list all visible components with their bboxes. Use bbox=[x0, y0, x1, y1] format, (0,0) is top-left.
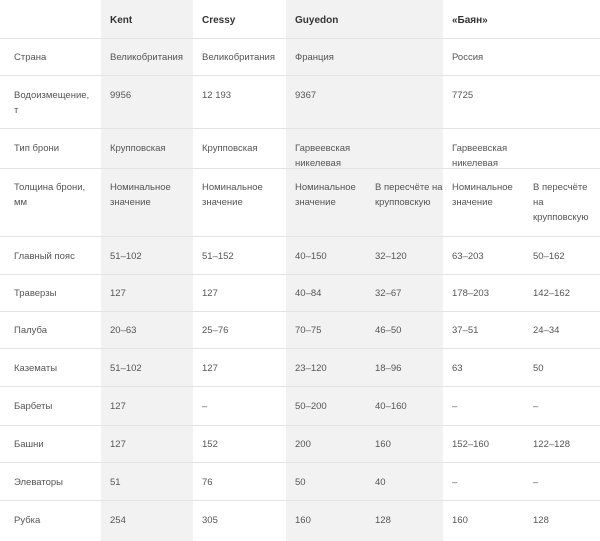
table-cell: 51–152 bbox=[202, 251, 234, 262]
table-cell: – bbox=[202, 401, 208, 412]
table-cell: 127 bbox=[202, 363, 218, 374]
table-cell: Номинальное значение bbox=[452, 182, 513, 208]
table-cell: 70–75 bbox=[295, 325, 322, 336]
row-label: Рубка bbox=[14, 515, 41, 526]
row-label: Башни bbox=[14, 439, 44, 450]
table-cell: – bbox=[533, 401, 539, 412]
row-divider bbox=[0, 311, 600, 312]
table-cell: 50 bbox=[533, 363, 544, 374]
table-cell: 127 bbox=[202, 288, 218, 299]
row-label: Толщина брони, мм bbox=[14, 182, 86, 208]
row-divider bbox=[0, 386, 600, 387]
table-cell: 51–102 bbox=[110, 363, 142, 374]
table-cell: Номинальное значение bbox=[202, 182, 263, 208]
table-cell: – bbox=[533, 477, 539, 488]
table-cell: 51–102 bbox=[110, 251, 142, 262]
table-cell: Номинальное значение bbox=[295, 182, 356, 208]
table-cell: 254 bbox=[110, 515, 126, 526]
table-cell: 40 bbox=[375, 477, 386, 488]
table-cell: Франция bbox=[295, 52, 334, 63]
table-cell: 25–76 bbox=[202, 325, 229, 336]
table-cell: 127 bbox=[110, 401, 126, 412]
table-cell: 37–51 bbox=[452, 325, 479, 336]
table-cell: 152–160 bbox=[452, 439, 489, 450]
row-label: Тип брони bbox=[14, 143, 60, 154]
table-cell: 32–67 bbox=[375, 288, 402, 299]
table-cell: Крупповская bbox=[202, 143, 258, 154]
table-cell: 128 bbox=[375, 515, 391, 526]
row-divider bbox=[0, 462, 600, 463]
table-cell: 63 bbox=[452, 363, 463, 374]
column-header-guyedon: Guyedon bbox=[295, 15, 339, 26]
table-cell: 23–120 bbox=[295, 363, 327, 374]
column-band-guyedon bbox=[286, 0, 443, 541]
table-cell: 127 bbox=[110, 439, 126, 450]
table-cell: 20–63 bbox=[110, 325, 137, 336]
row-divider bbox=[0, 500, 600, 501]
table-cell: Гарвеевская никелевая bbox=[452, 143, 508, 169]
row-label: Главный пояс bbox=[14, 251, 75, 262]
table-cell: В пересчёте на крупповскую bbox=[533, 182, 589, 223]
table-cell: Крупповская bbox=[110, 143, 166, 154]
row-label: Траверзы bbox=[14, 288, 57, 299]
table-cell: 40–160 bbox=[375, 401, 407, 412]
row-divider bbox=[0, 348, 600, 349]
table-cell: 9367 bbox=[295, 90, 317, 101]
table-cell: Великобритания bbox=[202, 52, 275, 63]
table-cell: 305 bbox=[202, 515, 218, 526]
table-cell: 40–84 bbox=[295, 288, 322, 299]
column-band-kent bbox=[101, 0, 193, 541]
row-divider bbox=[0, 236, 600, 237]
table-cell: 24–34 bbox=[533, 325, 560, 336]
table-cell: 50–162 bbox=[533, 251, 565, 262]
table-cell: 152 bbox=[202, 439, 218, 450]
table-cell: 160 bbox=[375, 439, 391, 450]
table-cell: 160 bbox=[452, 515, 468, 526]
table-cell: 63–203 bbox=[452, 251, 484, 262]
table-cell: Великобритания bbox=[110, 52, 183, 63]
table-cell: Россия bbox=[452, 52, 484, 63]
table-cell: 51 bbox=[110, 477, 121, 488]
table-cell: 18–96 bbox=[375, 363, 402, 374]
table-cell: 9956 bbox=[110, 90, 132, 101]
table-cell: – bbox=[452, 401, 458, 412]
table-cell: 46–50 bbox=[375, 325, 402, 336]
table-cell: 7725 bbox=[452, 90, 474, 101]
column-header-kent: Kent bbox=[110, 15, 133, 26]
table-cell: 122–128 bbox=[533, 439, 570, 450]
row-label: Казематы bbox=[14, 363, 58, 374]
row-label: Элеваторы bbox=[14, 477, 63, 488]
column-header-bayan: «Баян» bbox=[452, 15, 488, 26]
table-cell: 76 bbox=[202, 477, 213, 488]
table-cell: 160 bbox=[295, 515, 311, 526]
row-divider bbox=[0, 128, 600, 129]
column-header-cressy: Cressy bbox=[202, 15, 236, 26]
row-divider bbox=[0, 274, 600, 275]
row-label: Барбеты bbox=[14, 401, 53, 412]
table-cell: 127 bbox=[110, 288, 126, 299]
table-cell: 32–120 bbox=[375, 251, 407, 262]
table-cell: 142–162 bbox=[533, 288, 570, 299]
table-cell: 128 bbox=[533, 515, 549, 526]
table-cell: Номинальное значение bbox=[110, 182, 171, 208]
table-cell: Гарвеевская никелевая bbox=[295, 143, 351, 169]
table-cell: 200 bbox=[295, 439, 311, 450]
row-divider bbox=[0, 38, 600, 39]
row-label: Водоизмещение, т bbox=[14, 90, 90, 116]
row-label: Палуба bbox=[14, 325, 48, 336]
row-label: Страна bbox=[14, 52, 47, 63]
table-cell: 12 193 bbox=[202, 90, 232, 101]
table-cell: 50–200 bbox=[295, 401, 327, 412]
table-cell: 178–203 bbox=[452, 288, 489, 299]
table-cell: В пересчёте на крупповскую bbox=[375, 182, 443, 208]
table-cell: – bbox=[452, 477, 458, 488]
row-divider bbox=[0, 75, 600, 76]
row-divider bbox=[0, 425, 600, 426]
table-cell: 50 bbox=[295, 477, 306, 488]
table-cell: 40–150 bbox=[295, 251, 327, 262]
